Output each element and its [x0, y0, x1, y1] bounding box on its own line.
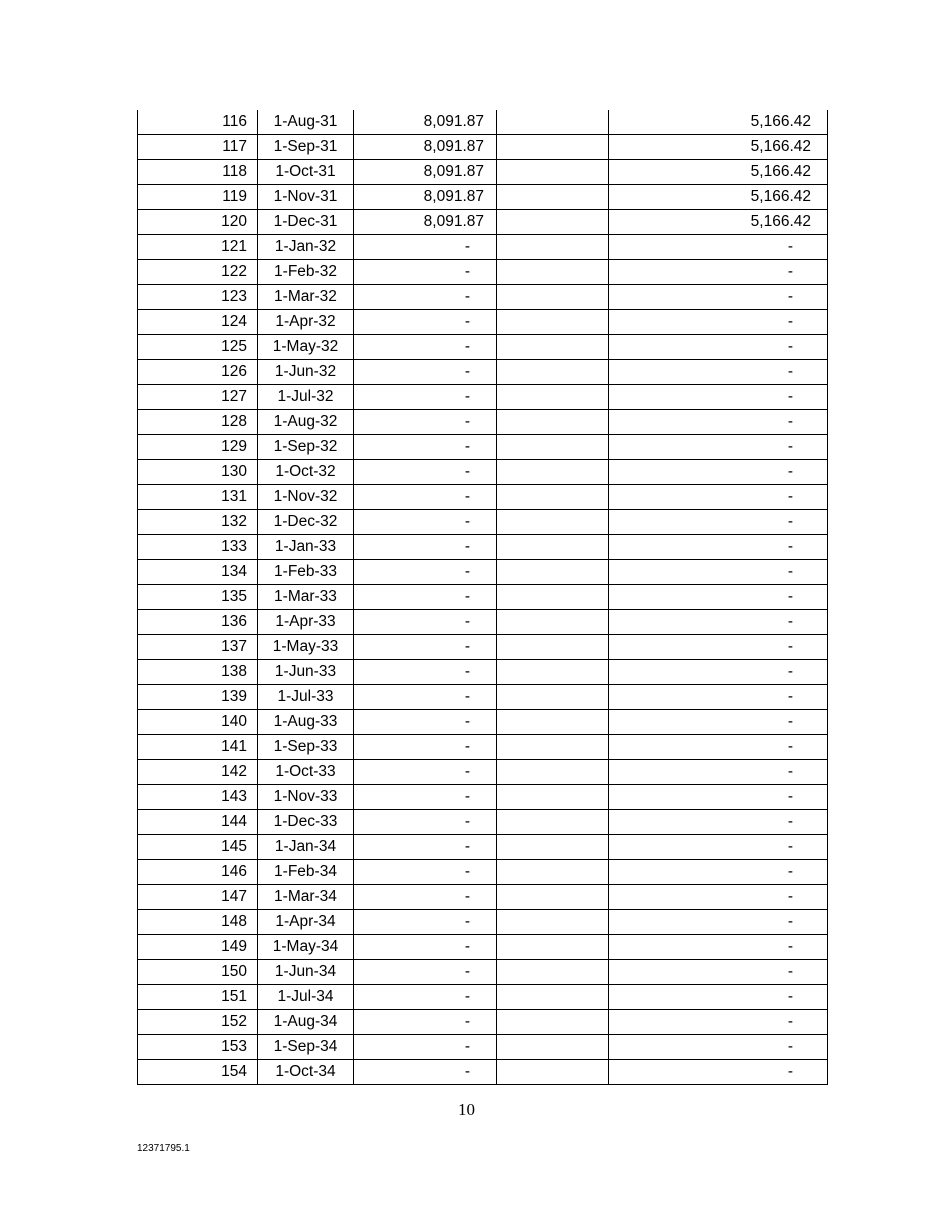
- table-row: [138, 885, 828, 910]
- page-number: 10: [458, 1100, 475, 1119]
- payment-amount-cell: -: [354, 285, 497, 310]
- payment-amount-cell: -: [354, 310, 497, 335]
- balance-cell: 5,166.42: [609, 210, 828, 235]
- row-number-cell: 141: [138, 735, 258, 760]
- blank-cell: [497, 335, 609, 360]
- payment-amount-cell: -: [354, 860, 497, 885]
- payment-amount-cell: -: [354, 910, 497, 935]
- payment-schedule-table: [137, 110, 828, 1085]
- balance-cell: -: [609, 485, 828, 510]
- payment-date-cell: 1-Dec-32: [258, 510, 354, 535]
- balance-cell: 5,166.42: [609, 110, 828, 135]
- table-row: [138, 260, 828, 285]
- table-row: [138, 610, 828, 635]
- blank-cell: [497, 285, 609, 310]
- row-number-cell: 145: [138, 835, 258, 860]
- table-row: [138, 635, 828, 660]
- table-row: [138, 860, 828, 885]
- balance-cell: -: [609, 785, 828, 810]
- row-number-cell: 117: [138, 135, 258, 160]
- table-row: [138, 1035, 828, 1060]
- row-number-cell: 128: [138, 410, 258, 435]
- table-row: [138, 810, 828, 835]
- payment-amount-cell: -: [354, 535, 497, 560]
- balance-cell: -: [609, 985, 828, 1010]
- table-row: [138, 835, 828, 860]
- balance-cell: -: [609, 310, 828, 335]
- row-number-cell: 132: [138, 510, 258, 535]
- table-row: [138, 335, 828, 360]
- payment-date-cell: 1-Aug-32: [258, 410, 354, 435]
- document-id: 12371795.1: [137, 1143, 190, 1154]
- table-row: [138, 535, 828, 560]
- table-row: [138, 235, 828, 260]
- payment-amount-cell: 8,091.87: [354, 135, 497, 160]
- payment-date-cell: 1-May-33: [258, 635, 354, 660]
- table-row: [138, 760, 828, 785]
- payment-date-cell: 1-May-32: [258, 335, 354, 360]
- payment-amount-cell: -: [354, 685, 497, 710]
- table-row: [138, 910, 828, 935]
- payment-date-cell: 1-Apr-34: [258, 910, 354, 935]
- table-row: [138, 1060, 828, 1085]
- table-row: [138, 935, 828, 960]
- payment-amount-cell: -: [354, 1035, 497, 1060]
- blank-cell: [497, 1060, 609, 1085]
- payment-date-cell: 1-Apr-33: [258, 610, 354, 635]
- blank-cell: [497, 585, 609, 610]
- blank-cell: [497, 210, 609, 235]
- row-number-cell: 152: [138, 1010, 258, 1035]
- blank-cell: [497, 660, 609, 685]
- balance-cell: -: [609, 235, 828, 260]
- table-row: [138, 460, 828, 485]
- blank-cell: [497, 1035, 609, 1060]
- payment-date-cell: 1-Mar-34: [258, 885, 354, 910]
- table-row: [138, 135, 828, 160]
- table-row: [138, 410, 828, 435]
- blank-cell: [497, 410, 609, 435]
- payment-amount-cell: -: [354, 585, 497, 610]
- payment-date-cell: 1-Feb-34: [258, 860, 354, 885]
- table-row: [138, 485, 828, 510]
- payment-amount-cell: -: [354, 360, 497, 385]
- payment-date-cell: 1-Aug-34: [258, 1010, 354, 1035]
- balance-cell: -: [609, 260, 828, 285]
- blank-cell: [497, 235, 609, 260]
- payment-amount-cell: -: [354, 835, 497, 860]
- payment-schedule-body: [138, 110, 828, 1085]
- payment-date-cell: 1-Aug-31: [258, 110, 354, 135]
- blank-cell: [497, 110, 609, 135]
- balance-cell: -: [609, 910, 828, 935]
- payment-date-cell: 1-May-34: [258, 935, 354, 960]
- payment-date-cell: 1-Mar-33: [258, 585, 354, 610]
- payment-amount-cell: -: [354, 260, 497, 285]
- payment-date-cell: 1-Nov-33: [258, 785, 354, 810]
- blank-cell: [497, 960, 609, 985]
- blank-cell: [497, 710, 609, 735]
- payment-date-cell: 1-Oct-31: [258, 160, 354, 185]
- table-row: [138, 435, 828, 460]
- balance-cell: -: [609, 960, 828, 985]
- payment-date-cell: 1-Jan-33: [258, 535, 354, 560]
- row-number-cell: 136: [138, 610, 258, 635]
- balance-cell: -: [609, 385, 828, 410]
- row-number-cell: 139: [138, 685, 258, 710]
- row-number-cell: 123: [138, 285, 258, 310]
- blank-cell: [497, 885, 609, 910]
- blank-cell: [497, 510, 609, 535]
- table-row: [138, 735, 828, 760]
- balance-cell: -: [609, 860, 828, 885]
- table-row: [138, 985, 828, 1010]
- payment-amount-cell: -: [354, 410, 497, 435]
- payment-amount-cell: -: [354, 885, 497, 910]
- blank-cell: [497, 910, 609, 935]
- payment-date-cell: 1-Jun-33: [258, 660, 354, 685]
- row-number-cell: 147: [138, 885, 258, 910]
- row-number-cell: 120: [138, 210, 258, 235]
- payment-amount-cell: -: [354, 560, 497, 585]
- payment-amount-cell: -: [354, 235, 497, 260]
- blank-cell: [497, 610, 609, 635]
- blank-cell: [497, 860, 609, 885]
- table-row: [138, 110, 828, 135]
- balance-cell: 5,166.42: [609, 185, 828, 210]
- balance-cell: -: [609, 285, 828, 310]
- row-number-cell: 125: [138, 335, 258, 360]
- balance-cell: -: [609, 535, 828, 560]
- payment-amount-cell: -: [354, 760, 497, 785]
- payment-amount-cell: -: [354, 785, 497, 810]
- payment-amount-cell: -: [354, 610, 497, 635]
- payment-amount-cell: -: [354, 935, 497, 960]
- balance-cell: -: [609, 335, 828, 360]
- payment-date-cell: 1-Aug-33: [258, 710, 354, 735]
- table-row: [138, 160, 828, 185]
- payment-amount-cell: -: [354, 460, 497, 485]
- blank-cell: [497, 160, 609, 185]
- blank-cell: [497, 185, 609, 210]
- payment-date-cell: 1-Nov-31: [258, 185, 354, 210]
- row-number-cell: 149: [138, 935, 258, 960]
- row-number-cell: 116: [138, 110, 258, 135]
- balance-cell: 5,166.42: [609, 135, 828, 160]
- blank-cell: [497, 1010, 609, 1035]
- blank-cell: [497, 985, 609, 1010]
- balance-cell: -: [609, 510, 828, 535]
- blank-cell: [497, 560, 609, 585]
- row-number-cell: 135: [138, 585, 258, 610]
- payment-date-cell: 1-Sep-33: [258, 735, 354, 760]
- payment-amount-cell: -: [354, 485, 497, 510]
- row-number-cell: 130: [138, 460, 258, 485]
- blank-cell: [497, 935, 609, 960]
- payment-date-cell: 1-Jun-32: [258, 360, 354, 385]
- balance-cell: -: [609, 835, 828, 860]
- row-number-cell: 151: [138, 985, 258, 1010]
- row-number-cell: 144: [138, 810, 258, 835]
- row-number-cell: 124: [138, 310, 258, 335]
- balance-cell: -: [609, 1060, 828, 1085]
- row-number-cell: 121: [138, 235, 258, 260]
- row-number-cell: 118: [138, 160, 258, 185]
- row-number-cell: 134: [138, 560, 258, 585]
- table-row: [138, 185, 828, 210]
- payment-date-cell: 1-Apr-32: [258, 310, 354, 335]
- row-number-cell: 153: [138, 1035, 258, 1060]
- payment-date-cell: 1-Oct-34: [258, 1060, 354, 1085]
- blank-cell: [497, 635, 609, 660]
- row-number-cell: 143: [138, 785, 258, 810]
- row-number-cell: 138: [138, 660, 258, 685]
- table-row: [138, 310, 828, 335]
- table-row: [138, 285, 828, 310]
- blank-cell: [497, 385, 609, 410]
- payment-amount-cell: -: [354, 735, 497, 760]
- payment-date-cell: 1-Oct-32: [258, 460, 354, 485]
- payment-date-cell: 1-Feb-32: [258, 260, 354, 285]
- row-number-cell: 148: [138, 910, 258, 935]
- blank-cell: [497, 835, 609, 860]
- balance-cell: 5,166.42: [609, 160, 828, 185]
- table-row: [138, 510, 828, 535]
- row-number-cell: 150: [138, 960, 258, 985]
- table-row: [138, 685, 828, 710]
- table-row: [138, 660, 828, 685]
- balance-cell: -: [609, 560, 828, 585]
- table-row: [138, 960, 828, 985]
- blank-cell: [497, 260, 609, 285]
- row-number-cell: 133: [138, 535, 258, 560]
- blank-cell: [497, 760, 609, 785]
- balance-cell: -: [609, 735, 828, 760]
- row-number-cell: 126: [138, 360, 258, 385]
- payment-amount-cell: -: [354, 660, 497, 685]
- blank-cell: [497, 485, 609, 510]
- balance-cell: -: [609, 585, 828, 610]
- blank-cell: [497, 460, 609, 485]
- payment-amount-cell: -: [354, 985, 497, 1010]
- payment-date-cell: 1-Feb-33: [258, 560, 354, 585]
- balance-cell: -: [609, 410, 828, 435]
- row-number-cell: 146: [138, 860, 258, 885]
- table-row: [138, 360, 828, 385]
- payment-date-cell: 1-Jan-32: [258, 235, 354, 260]
- row-number-cell: 122: [138, 260, 258, 285]
- payment-amount-cell: -: [354, 1060, 497, 1085]
- payment-date-cell: 1-Dec-31: [258, 210, 354, 235]
- balance-cell: -: [609, 885, 828, 910]
- balance-cell: -: [609, 810, 828, 835]
- payment-amount-cell: 8,091.87: [354, 185, 497, 210]
- balance-cell: -: [609, 435, 828, 460]
- row-number-cell: 129: [138, 435, 258, 460]
- payment-amount-cell: -: [354, 510, 497, 535]
- balance-cell: -: [609, 1035, 828, 1060]
- payment-date-cell: 1-Dec-33: [258, 810, 354, 835]
- row-number-cell: 154: [138, 1060, 258, 1085]
- payment-date-cell: 1-Sep-32: [258, 435, 354, 460]
- row-number-cell: 131: [138, 485, 258, 510]
- payment-date-cell: 1-Jan-34: [258, 835, 354, 860]
- payment-amount-cell: -: [354, 435, 497, 460]
- payment-date-cell: 1-Nov-32: [258, 485, 354, 510]
- balance-cell: -: [609, 460, 828, 485]
- blank-cell: [497, 685, 609, 710]
- blank-cell: [497, 535, 609, 560]
- blank-cell: [497, 735, 609, 760]
- table-row: [138, 560, 828, 585]
- row-number-cell: 119: [138, 185, 258, 210]
- table-row: [138, 585, 828, 610]
- payment-amount-cell: 8,091.87: [354, 210, 497, 235]
- table-row: [138, 1010, 828, 1035]
- balance-cell: -: [609, 685, 828, 710]
- table-row: [138, 785, 828, 810]
- payment-date-cell: 1-Sep-34: [258, 1035, 354, 1060]
- payment-amount-cell: -: [354, 335, 497, 360]
- balance-cell: -: [609, 635, 828, 660]
- balance-cell: -: [609, 935, 828, 960]
- payment-amount-cell: -: [354, 710, 497, 735]
- balance-cell: -: [609, 760, 828, 785]
- balance-cell: -: [609, 710, 828, 735]
- payment-date-cell: 1-Jul-34: [258, 985, 354, 1010]
- balance-cell: -: [609, 660, 828, 685]
- blank-cell: [497, 435, 609, 460]
- balance-cell: -: [609, 360, 828, 385]
- payment-date-cell: 1-Oct-33: [258, 760, 354, 785]
- blank-cell: [497, 785, 609, 810]
- payment-amount-cell: -: [354, 1010, 497, 1035]
- payment-amount-cell: -: [354, 810, 497, 835]
- blank-cell: [497, 310, 609, 335]
- payment-amount-cell: -: [354, 960, 497, 985]
- balance-cell: -: [609, 1010, 828, 1035]
- payment-date-cell: 1-Sep-31: [258, 135, 354, 160]
- blank-cell: [497, 135, 609, 160]
- payment-date-cell: 1-Jul-32: [258, 385, 354, 410]
- row-number-cell: 140: [138, 710, 258, 735]
- payment-amount-cell: -: [354, 635, 497, 660]
- payment-amount-cell: -: [354, 385, 497, 410]
- balance-cell: -: [609, 610, 828, 635]
- blank-cell: [497, 810, 609, 835]
- payment-date-cell: 1-Jun-34: [258, 960, 354, 985]
- payment-amount-cell: 8,091.87: [354, 160, 497, 185]
- payment-amount-cell: 8,091.87: [354, 110, 497, 135]
- payment-date-cell: 1-Jul-33: [258, 685, 354, 710]
- row-number-cell: 137: [138, 635, 258, 660]
- row-number-cell: 127: [138, 385, 258, 410]
- table-row: [138, 210, 828, 235]
- table-row: [138, 710, 828, 735]
- payment-date-cell: 1-Mar-32: [258, 285, 354, 310]
- row-number-cell: 142: [138, 760, 258, 785]
- table-row: [138, 385, 828, 410]
- blank-cell: [497, 360, 609, 385]
